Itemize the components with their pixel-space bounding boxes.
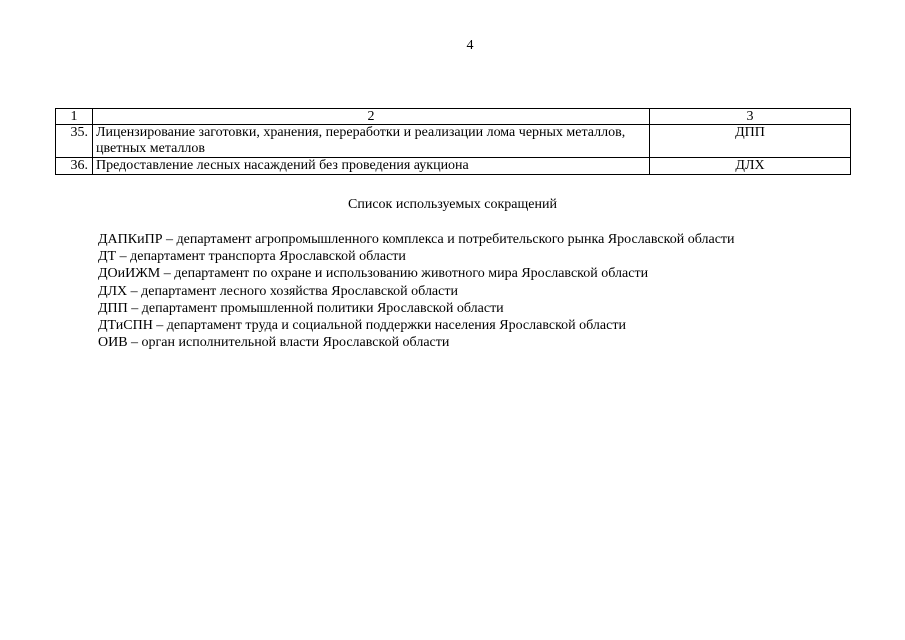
abbreviations-title: Список используемых сокращений: [348, 197, 557, 212]
services-table: [55, 108, 851, 175]
abbreviations-list: [98, 231, 735, 351]
row-number: 36.: [56, 158, 93, 175]
row-department: ДЛХ: [650, 158, 851, 175]
abbreviation-item: ДПП – департамент промышленной политики Ярославской области: [98, 300, 504, 316]
abbreviation-item: ДЛХ – департамент лесного хозяйства Ярославской области: [98, 283, 458, 299]
row-service-name: Лицензирование заготовки, хранения, переработки и реализации лома черных металлов, цветных металлов: [93, 125, 650, 158]
column-header-number: 1: [56, 109, 93, 125]
abbreviation-item: ДАПКиПР – департамент агропромышленного комплекса и потребительского рынка Ярославской области: [98, 232, 735, 247]
page-number: 4: [466, 38, 474, 53]
row-department: ДПП: [650, 125, 851, 158]
column-header-service: 2: [93, 109, 650, 125]
column-header-department: 3: [650, 109, 851, 125]
abbreviation-item: ДОиИЖМ – департамент по охране и использованию животного мира Ярославской области: [98, 266, 649, 282]
table-row: [56, 158, 851, 175]
abbreviation-item: ДТ – департамент транспорта Ярославской области: [98, 249, 406, 265]
abbreviation-item: ДТиСПН – департамент труда и социальной поддержки населения Ярославской области: [98, 318, 626, 334]
table-row: [56, 125, 851, 158]
row-service-name: Предоставление лесных насаждений без проведения аукциона: [93, 158, 650, 175]
abbreviation-item: ОИВ – орган исполнительной власти Ярославской области: [98, 335, 450, 351]
table-header-row: [56, 109, 851, 125]
row-number: 35.: [56, 125, 93, 158]
